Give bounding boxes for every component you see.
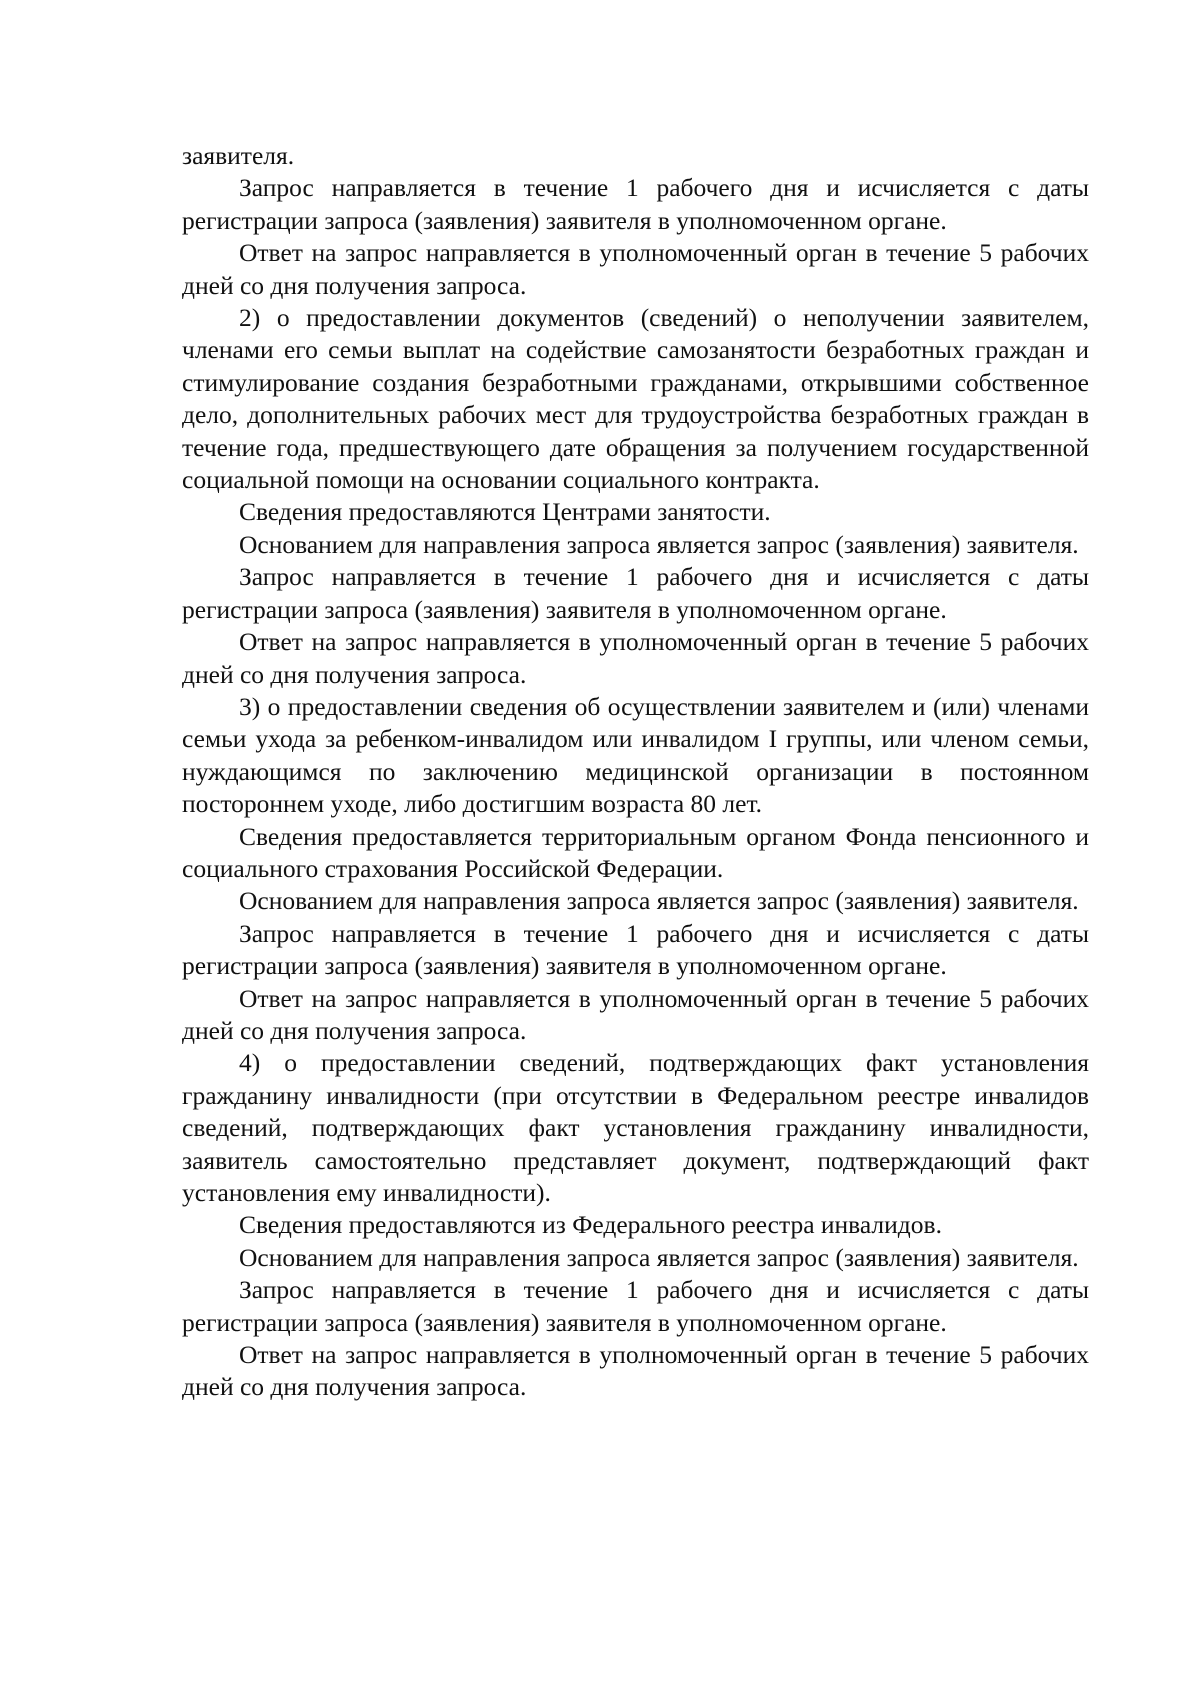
paragraph: Ответ на запрос направляется в уполномоченный орган в течение 5 рабочих дней со дня получения запроса. (182, 983, 1089, 1045)
paragraph-item-2: 2) о предоставлении документов (сведений) о неполучении заявителем, членами его семьи выплат на содействие самозанятости безработных граждан и стимулирование создания безработными гражданами, открывшими собственное дело, дополнительных рабочих мест для трудоустройства безработных граждан в течение года, предшествующего дате обращения за получением государственной социальной помощи на основании социального контракта. (182, 303, 1089, 495)
paragraph: Запрос направляется в течение 1 рабочего дня и исчисляется с даты регистрации запроса (заявления) заявителя в уполномоченном органе. (182, 918, 1089, 981)
paragraph: Запрос направляется в течение 1 рабочего дня и исчисляется с даты регистрации запроса (заявления) заявителя в уполномоченном органе. (182, 1275, 1089, 1337)
paragraph: Ответ на запрос направляется в уполномоченный орган в течение 5 рабочих дней со дня получения запроса. (182, 627, 1089, 689)
paragraph: Основанием для направления запроса является запрос (заявления) заявителя. (239, 1242, 1079, 1272)
paragraph-item-3: 3) о предоставлении сведения об осуществлении заявителем и (или) членами семьи ухода за ребенком-инвалидом или инвалидом I группы, или членом семьи, нуждающимся по заключению медицинской организации в постоянном постороннем уходе, либо достигшим возраста 80 лет. (182, 691, 1089, 819)
paragraph-continuation: заявителя. (182, 141, 295, 170)
paragraph: Сведения предоставляются из Федерального реестра инвалидов. (239, 1210, 942, 1240)
document-body (182, 140, 1089, 1404)
paragraph: Сведения предоставляются Центрами занятости. (239, 497, 771, 527)
paragraph: Запрос направляется в течение 1 рабочего дня и исчисляется с даты регистрации запроса (заявления) заявителя в уполномоченном органе. (182, 173, 1089, 235)
paragraph-item-4: 4) о предоставлении сведений, подтверждающих факт установления гражданину инвалидности (при отсутствии в Федеральном реестре инвалидов сведений, подтверждающих факт установления гражданину инвалидности, заявитель самостоятельно представляет документ, подтверждающий факт установления ему инвалидности). (182, 1048, 1089, 1207)
paragraph: Запрос направляется в течение 1 рабочего дня и исчисляется с даты регистрации запроса (заявления) заявителя в уполномоченном органе. (182, 562, 1089, 624)
paragraph: Ответ на запрос направляется в уполномоченный орган в течение 5 рабочих дней со дня получения запроса. (182, 238, 1089, 300)
paragraph: Ответ на запрос направляется в уполномоченный орган в течение 5 рабочих дней со дня получения запроса. (182, 1340, 1089, 1402)
paragraph: Основанием для направления запроса является запрос (заявления) заявителя. (239, 529, 1079, 559)
paragraph: Основанием для направления запроса является запрос (заявления) заявителя. (239, 886, 1079, 916)
paragraph: Сведения предоставляется территориальным органом Фонда пенсионного и социального страхования Российской Федерации. (182, 821, 1089, 883)
